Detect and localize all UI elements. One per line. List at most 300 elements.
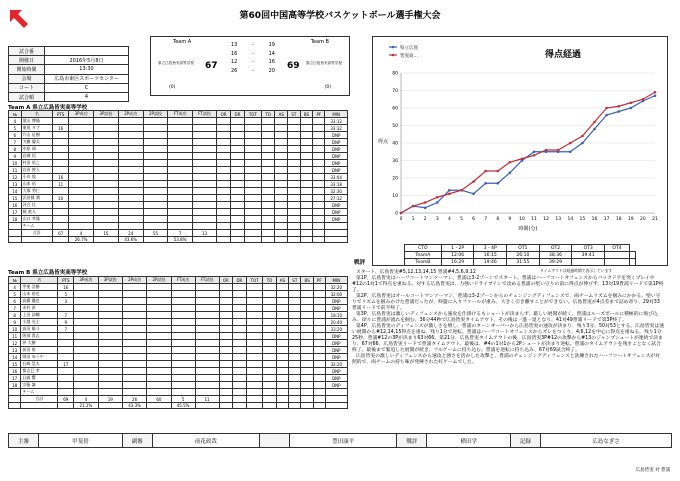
stat-cell: 33:18 [325,181,348,188]
header-row [9,111,348,118]
stat-cell [276,347,289,354]
stat-cell [9,403,21,409]
stat-cell [275,188,288,195]
stat-cell [58,389,74,396]
column-header: PF [313,277,325,284]
stat-cell: DNP [325,305,347,312]
stat-cell: 大樹 優太 [21,139,53,146]
stat-cell: 24 [118,230,143,237]
cto-cell: 39:41 [572,252,605,259]
stat-cell [233,305,247,312]
stat-cell [289,347,301,354]
quarter-row [231,50,275,59]
x-tick-label: 18 [615,217,622,222]
stat-cell [122,291,146,298]
stat-cell [261,195,274,202]
stat-cell [118,118,143,125]
stat-cell [168,118,192,125]
stat-cell [195,347,219,354]
stat-cell [192,181,216,188]
stat-cell: 大塚 秀仁 [21,188,53,195]
stat-cell: 梶 竜人 [21,209,53,216]
stat-cell [231,146,245,153]
series-point [533,154,536,157]
stat-cell [217,153,231,160]
stat-cell [263,319,276,326]
x-tick-label: 16 [591,217,598,222]
stat-cell [276,333,289,340]
header-row [9,277,348,284]
stat-cell: 16 [53,125,69,132]
page-title: 第60回中国高等学校バスケットボール選手権大会 [239,11,441,21]
cto-cell: 31:55 [507,259,540,266]
stat-cell [275,209,288,216]
column-header: 2P成功 [118,111,143,118]
stat-cell [192,202,216,209]
stat-cell [147,389,171,396]
info-label: コート [9,83,45,92]
stat-cell [246,333,263,340]
stat-cell [276,389,289,396]
stat-cell [118,188,143,195]
stat-cell [233,298,247,305]
stat-cell [69,181,94,188]
stat-cell [219,361,233,368]
stat-cell [98,340,122,347]
stat-cell [195,326,219,333]
stat-cell [261,223,274,230]
team-a-label: Team A [173,39,192,45]
stat-cell [244,237,261,243]
stat-cell [98,298,122,305]
stat-cell [143,209,168,216]
stat-cell [231,216,245,223]
cto-cell: 16:15 [474,252,507,259]
stat-cell [9,396,21,403]
stat-cell [195,389,219,396]
stat-cell [217,132,231,139]
stat-cell [301,298,314,305]
stat-cell: 4 [9,118,22,125]
series-point [436,201,439,204]
stat-cell: 13 [9,181,22,188]
stat-cell [98,368,122,375]
column-header: BS [300,111,313,118]
stat-cell [217,181,231,188]
x-tick-label: 17 [603,217,610,222]
stat-cell: 7 [58,312,74,319]
x-tick-label: 12 [543,217,550,222]
stat-cell [325,223,348,230]
series-point [593,128,596,131]
stat-cell [246,368,263,375]
stat-cell [147,375,171,382]
stat-cell [313,354,325,361]
stat-cell [263,347,276,354]
stat-cell [246,326,263,333]
stat-cell [289,326,301,333]
stat-cell [233,375,247,382]
stat-cell [231,167,245,174]
stat-cell [246,354,263,361]
quarter-a: 16 [231,50,238,57]
score-box [150,36,350,96]
stat-cell [244,209,261,216]
series-point [581,135,584,138]
stat-cell [53,202,69,209]
team-b-stats [8,276,348,409]
info-row [9,65,129,74]
stat-cell: 中原 靖 [21,146,53,153]
stat-cell [313,326,325,333]
stat-cell [217,216,231,223]
info-row [9,92,129,101]
stat-cell [195,291,219,298]
stat-cell [244,174,261,181]
stat-cell [289,333,301,340]
stat-cell [288,146,300,153]
x-tick-label: 21 [652,217,658,222]
stat-cell [313,118,325,125]
stat-cell [192,153,216,160]
stat-cell [231,118,245,125]
x-tick-label: 6 [472,217,476,222]
stat-cell [246,347,263,354]
stat-cell [288,132,300,139]
stat-cell [276,354,289,361]
stat-cell [143,237,168,243]
stat-cell [168,132,192,139]
stat-cell [195,354,219,361]
stat-cell [53,216,69,223]
stat-cell [246,361,263,368]
player-row [9,223,348,230]
matchup-text: 広島皆実 対 豊浦 [635,468,670,473]
stat-cell: 11 [195,396,219,403]
column-header: AS [275,111,288,118]
stat-cell [288,188,300,195]
stat-cell [122,375,146,382]
stat-cell [313,174,325,181]
series-point [424,201,427,204]
stat-cell [147,340,171,347]
stat-cell [74,340,98,347]
stat-cell [69,132,94,139]
stat-cell: 阿部 貴志 [21,333,58,340]
stat-cell [275,174,288,181]
stat-cell [171,291,195,298]
stat-cell: DNP [325,333,347,340]
stat-cell: 13 [9,347,21,354]
stat-cell [69,160,94,167]
stat-cell [276,291,289,298]
stat-cell [233,403,247,409]
stat-cell [143,181,168,188]
x-tick-label: 14 [567,217,574,222]
stat-cell [171,312,195,319]
stat-cell [171,382,195,389]
stat-cell [192,160,216,167]
stat-cell [118,202,143,209]
stat-cell [276,368,289,375]
stat-cell: チーム [21,223,53,230]
stat-cell [192,132,216,139]
stat-cell [98,354,122,361]
series-point [593,121,596,124]
stat-cell [300,202,313,209]
column-header: 2P試投 [143,111,168,118]
stat-cell [301,326,314,333]
stat-cell: 浜田健 潤 [21,195,53,202]
stat-cell: 32:20 [325,361,347,368]
player-row [9,375,348,382]
stat-cell: 高橋 優也 [21,298,58,305]
stat-cell [289,375,301,382]
column-header: № [9,277,21,284]
stat-cell [192,216,216,223]
cto-header-cell: OT1 [507,245,540,252]
stat-cell [246,284,263,291]
stat-cell [171,319,195,326]
stat-cell: 8 [9,312,21,319]
stat-cell [275,195,288,202]
stat-cell: 岩城 悟 [21,153,53,160]
stat-cell [263,340,276,347]
player-row [9,209,348,216]
stat-cell [53,146,69,153]
stat-cell [313,382,325,389]
y-tick-label: 10 [392,194,398,199]
series-point [642,98,645,101]
x-tick-label: 5 [460,217,463,222]
player-row [9,291,348,298]
chart-svg [373,37,667,265]
column-header: PF [313,111,325,118]
cto-cell [629,252,635,259]
column-header: 2P成功 [122,277,146,284]
stat-cell [300,160,313,167]
series-point [630,107,633,110]
quarter-b: 14 [268,50,275,57]
stat-cell [288,167,300,174]
team-a-total: 67 [205,61,218,71]
stat-cell [231,125,245,132]
stat-cell [233,312,247,319]
stat-cell: 21.1% [74,403,98,409]
stat-cell [9,237,22,243]
stat-cell [168,174,192,181]
stat-cell: 石崎 晃太 [21,361,58,368]
stat-cell [69,188,94,195]
series-point [521,157,524,160]
stat-cell: 11 [9,167,22,174]
stat-cell: 18 [9,382,21,389]
stat-cell [171,368,195,375]
official-label: 副審 [122,434,152,448]
stat-cell [301,319,314,326]
stat-cell [168,195,192,202]
stat-cell [98,312,122,319]
stat-cell [94,188,119,195]
stat-cell [219,396,233,403]
stat-cell [244,167,261,174]
stat-cell [275,139,288,146]
stat-cell [98,291,122,298]
column-header: TO [261,111,274,118]
stat-cell [147,298,171,305]
stat-cell [94,160,119,167]
series-line-2 [401,92,655,213]
stat-cell [313,312,325,319]
stat-cell [300,209,313,216]
stat-cell [275,202,288,209]
stat-cell [289,368,301,375]
stat-cell: DNP [325,202,348,209]
column-header: PTS [58,277,74,284]
stat-cell [147,333,171,340]
series-point [496,182,499,185]
stat-cell [9,389,21,396]
stat-cell [313,167,325,174]
stat-cell [98,389,122,396]
stat-cell [244,160,261,167]
stat-cell [301,291,314,298]
stat-cell [143,223,168,230]
player-row [9,361,348,368]
stat-cell [261,188,274,195]
x-tick-label: 19 [627,217,634,222]
stat-cell [192,237,216,243]
stat-cell [219,354,233,361]
column-header: FT成功 [168,111,192,118]
stat-cell [53,209,69,216]
stat-cell [122,347,146,354]
stat-cell: 葉山 博隆 [21,118,53,125]
stat-cell [261,202,274,209]
stat-cell [69,125,94,132]
cto-cell: 19:46 [474,259,507,266]
stat-cell [94,209,119,216]
stat-cell [289,319,301,326]
stat-cell [122,368,146,375]
stat-cell: 27:12 [325,195,348,202]
stat-cell [300,146,313,153]
stat-cell [244,139,261,146]
stat-cell [275,132,288,139]
info-row [9,83,129,92]
x-tick-label: 13 [555,217,562,222]
stat-cell [217,188,231,195]
stat-cell: 東尾 タブ [21,125,53,132]
quarter-b: 16 [268,59,275,65]
stat-cell: 甲斐 浩樹 [21,284,58,291]
stat-cell [244,146,261,153]
team-b-label: Team B [310,39,329,45]
stat-cell [98,403,122,409]
stat-cell [301,361,314,368]
stat-cell [233,396,247,403]
cto-cell: TeamB [405,259,442,266]
stat-cell [171,340,195,347]
stat-cell [276,340,289,347]
stat-cell [219,298,233,305]
stat-cell [143,174,168,181]
y-tick-label: 40 [392,141,398,147]
chart-title: 得点経過 [544,50,582,60]
stat-cell [58,347,74,354]
stat-cell [276,284,289,291]
stat-cell: 岩田 綾人 [21,167,53,174]
stat-cell [244,153,261,160]
stat-cell [246,403,263,409]
stat-cell [143,118,168,125]
stat-cell: 43.3% [122,403,146,409]
stat-cell [69,118,94,125]
y-tick-label: 60 [392,106,398,112]
stat-cell: 宗藤 謙 [21,382,58,389]
stat-cell: 16 [9,368,21,375]
stat-cell [263,312,276,319]
legend-marker [392,54,395,57]
stat-cell: 5 [9,125,22,132]
stat-cell [122,326,146,333]
stat-cell [195,340,219,347]
stat-cell: 69 [58,396,74,403]
stat-cell [168,202,192,209]
stat-cell [313,291,325,298]
stat-cell [122,305,146,312]
stat-cell [217,237,231,243]
stat-cell [246,389,263,396]
team-a-fouls: (0) [169,85,176,90]
player-row [9,312,348,319]
cto-cell: 16:29 [441,259,474,266]
stat-cell [147,319,171,326]
stat-cell [171,333,195,340]
stat-cell [263,326,276,333]
stat-cell [69,167,94,174]
stat-cell [219,305,233,312]
stat-cell [118,132,143,139]
stat-cell [300,167,313,174]
stat-cell: 32:30 [325,188,348,195]
cto-cell: 12:06 [441,252,474,259]
cto-header-cell: OT4 [604,245,629,252]
stat-cell [217,174,231,181]
stat-cell [147,305,171,312]
cto-cell [629,259,635,266]
info-table [8,46,129,102]
stat-cell [195,284,219,291]
stat-cell: 沖 大樹 [21,340,58,347]
stat-cell [195,312,219,319]
stat-cell: 7 [58,326,74,333]
stat-cell [276,312,289,319]
stat-cell [168,167,192,174]
stat-cell [195,368,219,375]
stat-cell [275,216,288,223]
stat-cell: 11 [53,181,69,188]
stat-cell [118,209,143,216]
official-name: 横田学 [427,434,511,448]
stat-cell [192,118,216,125]
stat-cell [233,389,247,396]
stat-cell [94,139,119,146]
stat-cell [288,160,300,167]
stat-cell: 14 [9,188,22,195]
x-tick-label: 7 [484,217,488,222]
cto-header-row [405,245,636,252]
